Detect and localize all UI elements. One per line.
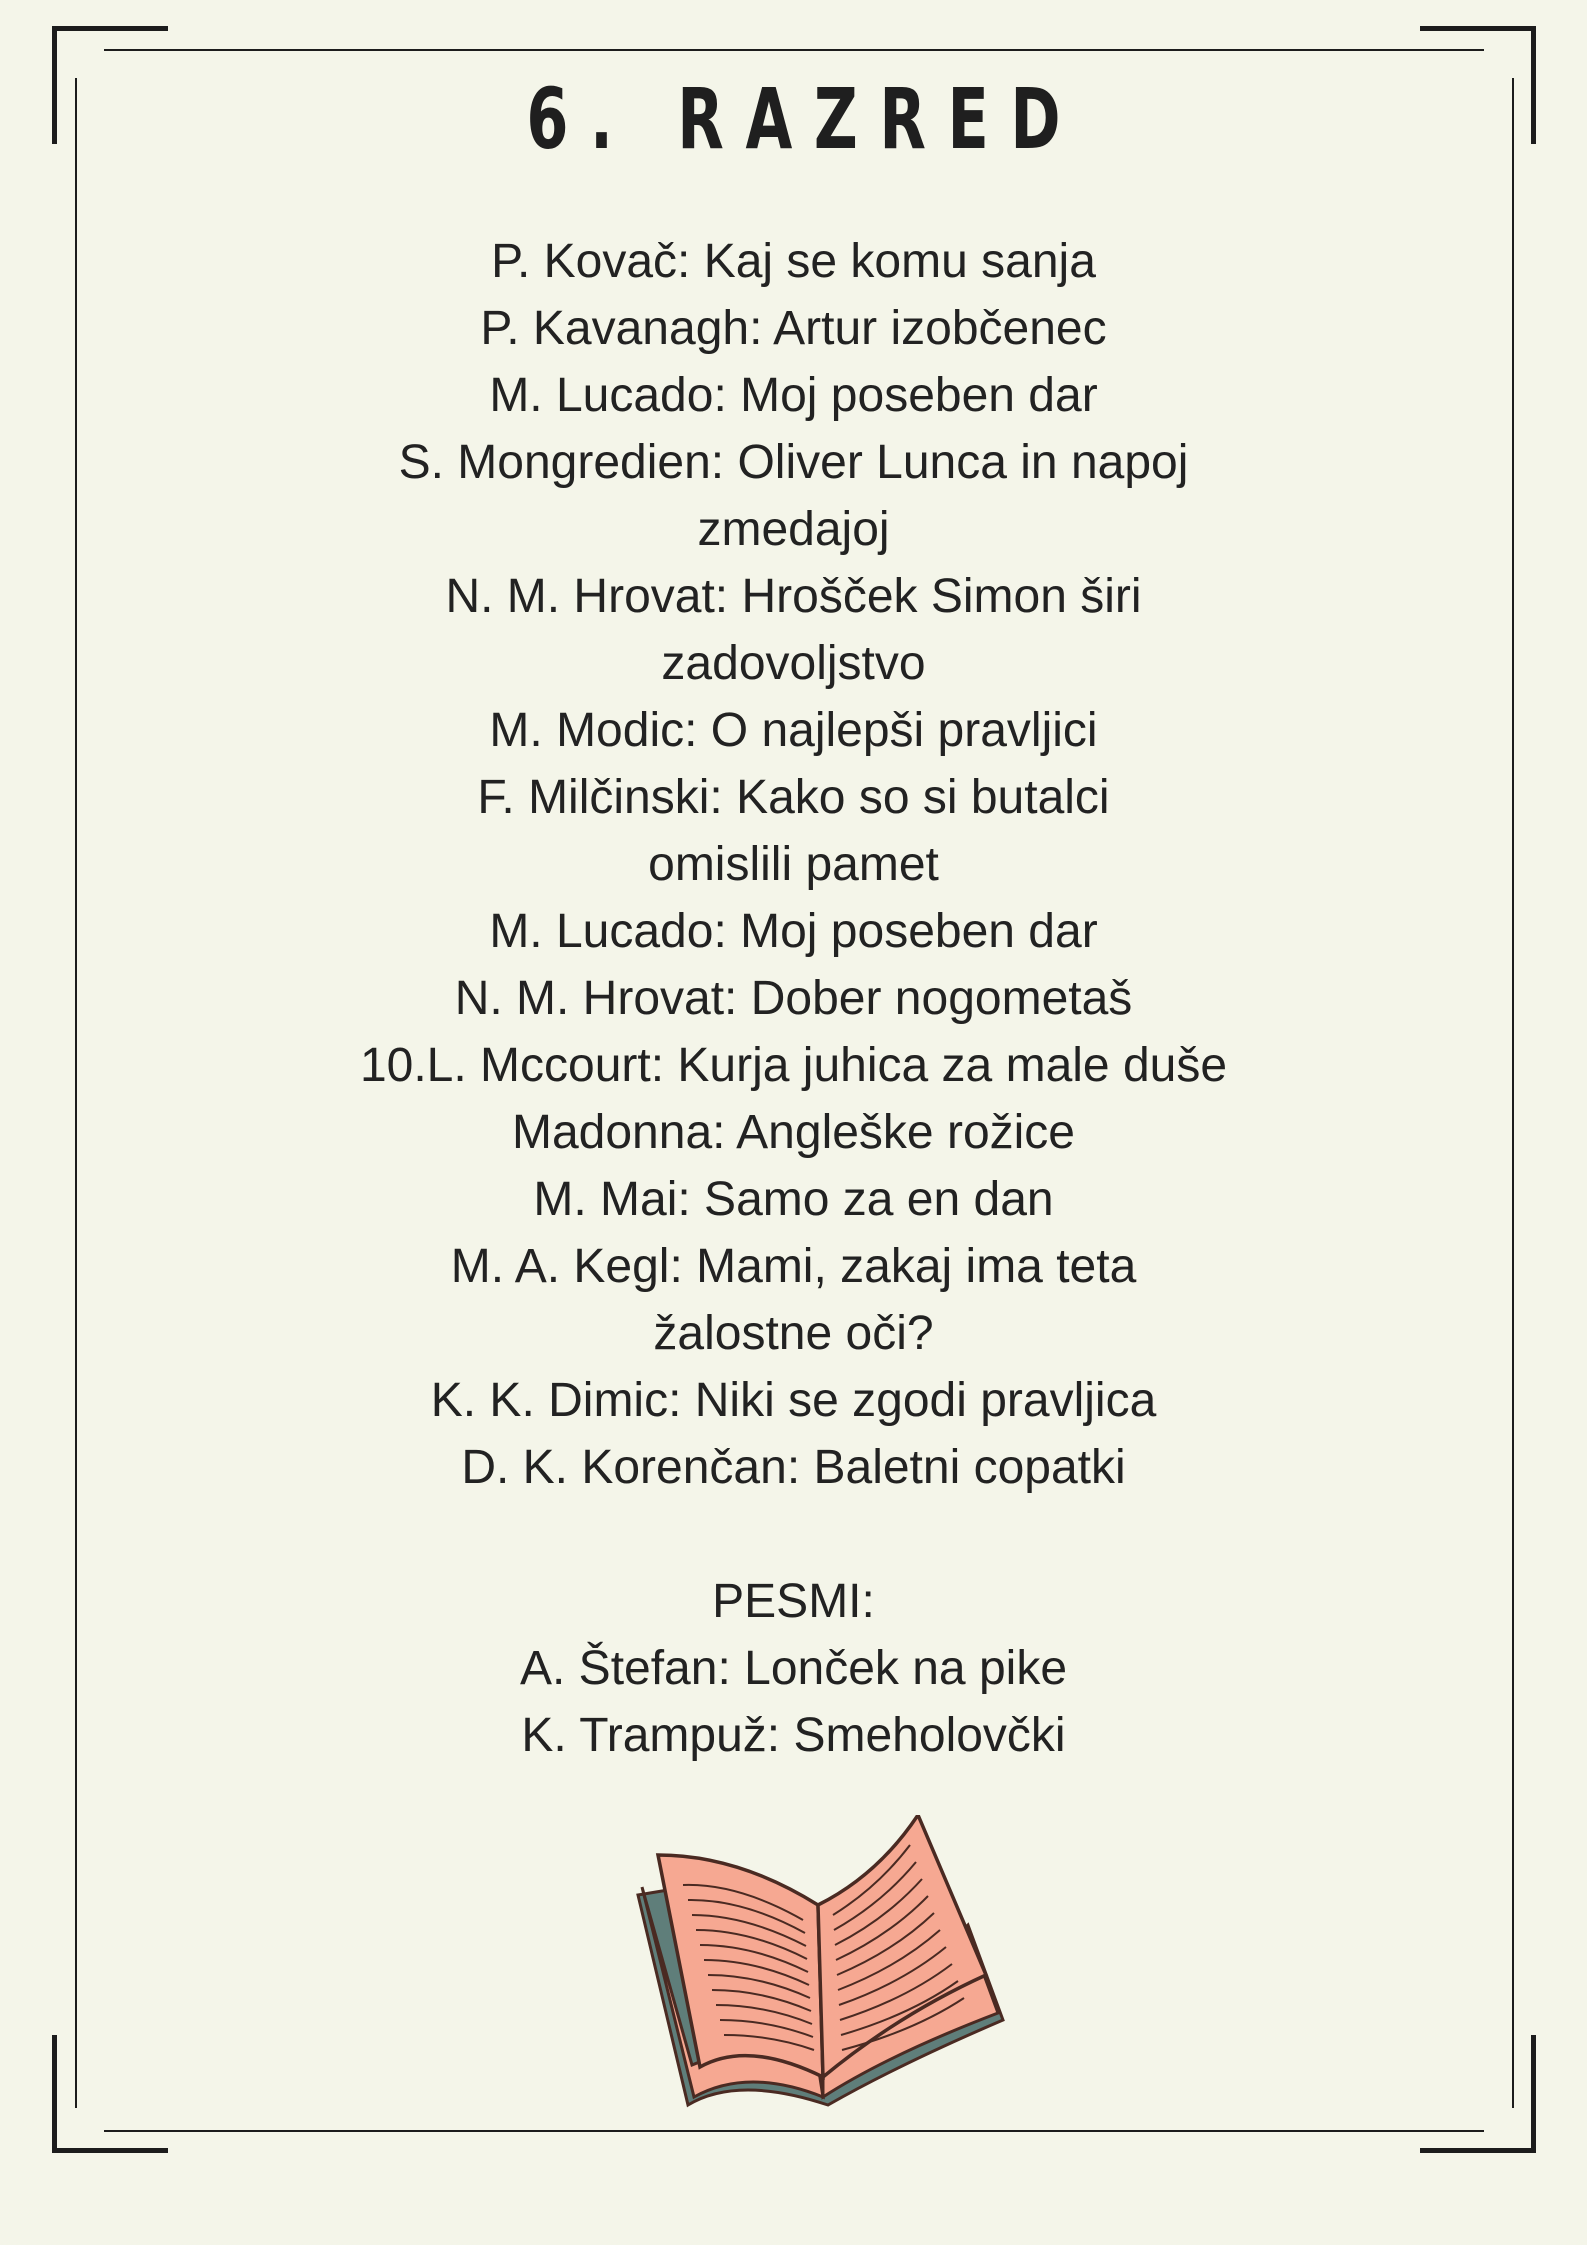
inner-border-bottom: [104, 2130, 1484, 2132]
inner-border-top: [104, 49, 1484, 51]
page-title: 6. RAZRED: [526, 70, 1083, 168]
corner-bottom-right-h: [1420, 2148, 1536, 2153]
corner-top-left-v: [52, 26, 57, 144]
book-entry: N. M. Hrovat: Hrošček Simon širi: [445, 570, 1142, 623]
corner-bottom-left-v: [52, 2035, 57, 2153]
poems-heading: PESMI:: [712, 1575, 875, 1628]
book-entry: N. M. Hrovat: Dober nogometaš: [454, 972, 1133, 1025]
corner-top-right-v: [1531, 26, 1536, 144]
book-entry: P. Kavanagh: Artur izobčenec: [480, 302, 1107, 355]
book-entry: P. Kovač: Kaj se komu sanja: [491, 235, 1096, 288]
book-entry: D. K. Korenčan: Baletni copatki: [461, 1441, 1126, 1494]
book-entry: M. Mai: Samo za en dan: [533, 1173, 1054, 1226]
book-entry-continued: žalostne oči?: [653, 1307, 934, 1360]
book-entry: F. Milčinski: Kako so si butalci: [477, 771, 1110, 824]
book-entry: S. Mongredien: Oliver Lunca in napoj: [398, 436, 1189, 489]
book-entry-continued: omislili pamet: [648, 838, 939, 891]
section-gap: [0, 1501, 1587, 1568]
book-entry: M. Lucado: Moj poseben dar: [489, 905, 1098, 958]
book-entry: M. A. Kegl: Mami, zakaj ima teta: [450, 1240, 1137, 1293]
reading-list: [0, 228, 1587, 1769]
book-entry: 10.L. Mccourt: Kurja juhica za male duše: [359, 1039, 1228, 1092]
book-entry: Madonna: Angleške rožice: [511, 1106, 1075, 1159]
book-entry: M. Modic: O najlepši pravljici: [489, 704, 1098, 757]
poem-entry: A. Štefan: Lonček na pike: [519, 1642, 1068, 1695]
corner-bottom-left-h: [52, 2148, 168, 2153]
corner-top-left-h: [52, 26, 168, 31]
book-entry-continued: zadovoljstvo: [661, 637, 926, 690]
open-book-icon: [628, 1815, 1008, 2115]
book-entry-continued: zmedajoj: [697, 503, 890, 556]
corner-bottom-right-v: [1531, 2035, 1536, 2153]
corner-top-right-h: [1420, 26, 1536, 31]
poem-entry: K. Trampuž: Smeholovčki: [521, 1709, 1066, 1762]
book-entry: K. K. Dimic: Niki se zgodi pravljica: [430, 1374, 1157, 1427]
book-entry: M. Lucado: Moj poseben dar: [489, 369, 1098, 422]
